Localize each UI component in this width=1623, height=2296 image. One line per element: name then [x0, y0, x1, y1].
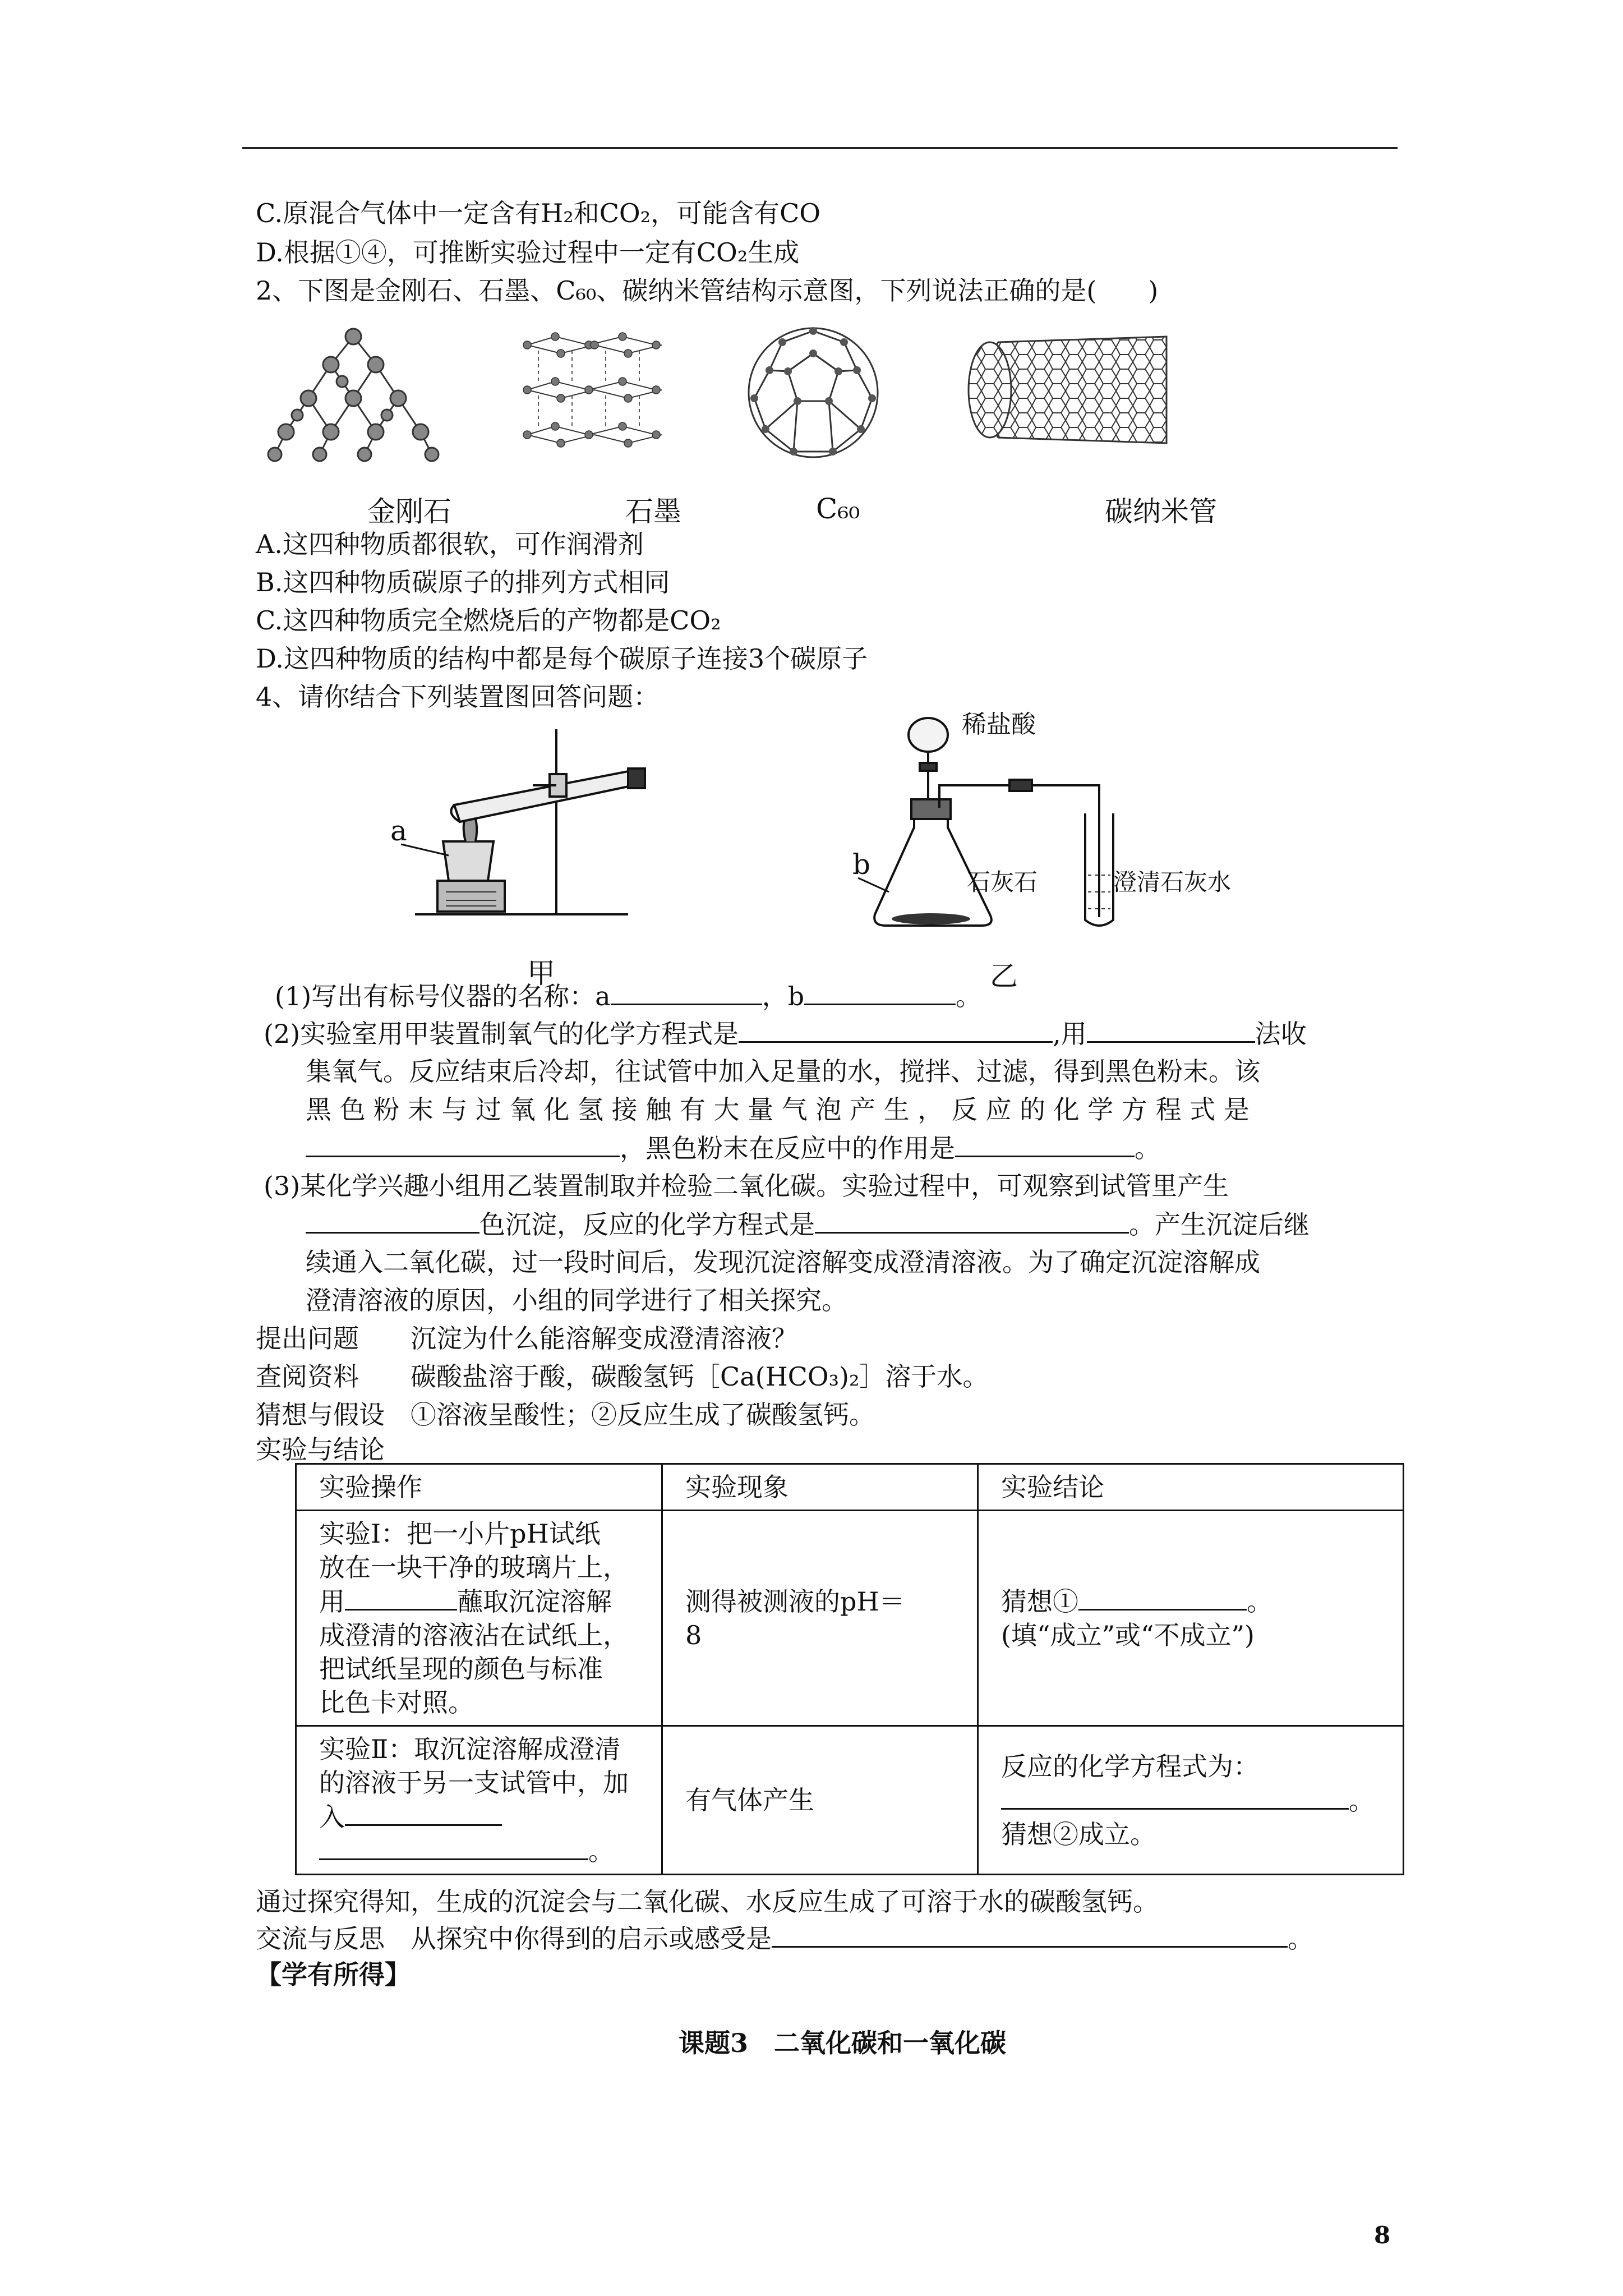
- q4-part2-line2: 集氧气。反应结束后冷却，往试管中加入足量的水，搅拌、过滤，得到黑色粉末。该: [306, 1056, 1260, 1087]
- q4-part2-text1: (2)实验室用甲装置制氧气的化学方程式是: [264, 1019, 739, 1049]
- blank-hypothesis1-result[interactable]: [1078, 1584, 1247, 1611]
- apparatus-jia-image: [381, 724, 673, 926]
- lesson-title: 课题3 二氧化碳和一氧化碳: [679, 2028, 1007, 2058]
- blank-reflection[interactable]: [772, 1921, 1288, 1948]
- exp1-op-line3: [319, 1584, 639, 1618]
- q4-part2-text4: ，黑色粉末在反应中的作用是: [620, 1133, 955, 1163]
- graphite-structure-image: [522, 328, 667, 468]
- exp1-op-line2: 放在一块干净的玻璃片上，: [319, 1552, 629, 1582]
- exp2-op-line3: [319, 1800, 639, 1834]
- exp1-op-text3b: 蘸取沉淀溶解: [457, 1586, 612, 1617]
- exp1-op-text3a: 用: [319, 1586, 345, 1617]
- q4-stem: 4、请你结合下列装置图回答问题：: [256, 682, 660, 712]
- table-row: [296, 1511, 1404, 1726]
- label-b: b: [852, 848, 871, 881]
- blank-role[interactable]: [955, 1131, 1135, 1157]
- c60-structure-image: [740, 320, 886, 466]
- exp1-op-line4: 成澄清的溶液沾在试纸上，: [319, 1620, 629, 1650]
- label-yi: 乙: [990, 960, 1018, 992]
- blank-precipitate-color[interactable]: [306, 1207, 479, 1234]
- header-phenomenon: 实验现象: [662, 1464, 978, 1511]
- exp2-con-line1: 反应的化学方程式为：: [1001, 1751, 1259, 1782]
- q1-option-d: D.根据①④，可推断实验过程中一定有CO₂生成: [256, 237, 800, 268]
- q2-option-c: C.这四种物质完全燃烧后的产物都是CO₂: [256, 605, 721, 636]
- blank-collect-method[interactable]: [1087, 1016, 1255, 1043]
- reflection-line: [256, 1921, 1313, 1955]
- hypothesis: 猜想与假设 ①溶液呈酸性；②反应生成了碳酸氢钙。: [256, 1400, 875, 1430]
- diamond-structure-image: [264, 320, 449, 477]
- exp1-operation: [296, 1511, 662, 1726]
- header-operation: 实验操作: [296, 1464, 662, 1511]
- exp2-phenomenon: 有气体产生: [662, 1726, 978, 1875]
- summary-text: 通过探究得知，生成的沉淀会与二氧化碳、水反应生成了可溶于水的碳酸氢钙。: [256, 1887, 1159, 1917]
- q4-part3-line4: 澄清溶液的原因，小组的同学进行了相关探究。: [306, 1285, 847, 1315]
- exp2-op-text3: 入: [319, 1802, 345, 1832]
- exp2-op-line2: 的溶液于另一支试管中，加: [319, 1768, 629, 1798]
- exp1-op-line5: 把试纸呈现的颜色与标准: [319, 1654, 603, 1684]
- experiment-title: 实验与结论: [256, 1434, 385, 1465]
- apparatus-yi-image: [841, 707, 1133, 942]
- q4-part3-line3: 续通入二氧化碳，过一段时间后，发现沉淀溶解变成澄清溶液。为了确定沉淀溶解成: [306, 1247, 1260, 1277]
- q2-option-a: A.这四种物质都很软，可作润滑剂: [256, 529, 644, 559]
- exp1-con-text1: 猜想①: [1001, 1586, 1078, 1617]
- blank-co2-equation[interactable]: [815, 1207, 1129, 1234]
- exp2-op-end: 。: [588, 1836, 614, 1866]
- q4-part3-text2: 。产生沉淀后继: [1129, 1209, 1310, 1240]
- table-header-row: [296, 1464, 1404, 1511]
- exp2-op-line1: 实验Ⅱ：取沉淀溶解成澄清: [319, 1734, 621, 1764]
- label-diamond: 金刚石: [367, 495, 451, 528]
- q4-part3-text1: 色沉淀，反应的化学方程式是: [479, 1209, 815, 1240]
- exp1-op-line6: 比色卡对照。: [319, 1687, 474, 1718]
- exp2-conclusion: [978, 1726, 1404, 1875]
- exp1-op-line1: 实验Ⅰ：把一小片pH试纸: [319, 1519, 601, 1549]
- q4-part3-line2: [306, 1207, 1310, 1241]
- exp2-op-line4: [319, 1834, 639, 1868]
- q4-part1-end: 。: [956, 981, 982, 1011]
- exp2-con-line2: [1001, 1783, 1380, 1818]
- blank-reagent-2[interactable]: [319, 1834, 588, 1860]
- blank-h2o2-equation[interactable]: [306, 1131, 620, 1157]
- exp2-operation: [296, 1726, 662, 1875]
- experiment-table: [295, 1463, 1404, 1875]
- blank-dip-tool[interactable]: [345, 1584, 457, 1611]
- q4-part3-line1: (3)某化学兴趣小组用乙装置制取并检验二氧化碳。实验过程中，可观察到试管里产生: [264, 1171, 1229, 1201]
- blank-exp2-equation[interactable]: [1001, 1783, 1349, 1810]
- q4-part2-text3: 法收: [1255, 1019, 1307, 1049]
- q4-part2-line4: [306, 1131, 1160, 1165]
- blank-b-name[interactable]: [804, 979, 956, 1005]
- exp1-ph-line2: 8: [685, 1619, 702, 1650]
- q4-part1-mid: ，b: [762, 981, 805, 1011]
- q4-part2-line1: [264, 1016, 1307, 1051]
- exp2-con-end: 。: [1349, 1785, 1375, 1816]
- q4-part2-text2: ,用: [1053, 1019, 1087, 1049]
- label-nanotube: 碳纳米管: [1105, 495, 1217, 528]
- exp1-phenomenon: [662, 1511, 978, 1726]
- header-rule: [242, 147, 1398, 149]
- nanotube-structure-image: [965, 325, 1178, 454]
- exp2-con-line3: 猜想②成立。: [1001, 1819, 1156, 1849]
- exp1-con-line2: (填“成立”或“不成立”): [1001, 1620, 1255, 1650]
- reflection-text: 交流与反思 从探究中你得到的启示或感受是: [256, 1924, 772, 1954]
- blank-o2-equation[interactable]: [739, 1016, 1053, 1043]
- label-c60: C₆₀: [816, 493, 860, 525]
- q4-part2-end: 。: [1135, 1133, 1160, 1163]
- blank-reagent-1[interactable]: [345, 1800, 502, 1826]
- q1-option-c: C.原混合气体中一定含有H₂和CO₂，可能含有CO: [256, 198, 820, 228]
- q4-part2-line3: 黑 色 粉 末 与 过 氧 化 氢 接 触 有 大 量 气 泡 产 生 ， 反 应 的 化 学 方 程 式 是: [306, 1094, 1249, 1125]
- label-limewater: 澄清石灰水: [1113, 868, 1232, 896]
- label-limestone: 石灰石: [967, 868, 1038, 896]
- reflection-end: 。: [1288, 1924, 1313, 1954]
- exp1-con-end: 。: [1247, 1586, 1272, 1617]
- q2-option-d: D.这四种物质的结构中都是每个碳原子连接3个碳原子: [256, 643, 868, 674]
- label-dilute-acid: 稀盐酸: [962, 710, 1036, 739]
- label-a: a: [390, 815, 407, 847]
- header-conclusion: 实验结论: [978, 1464, 1404, 1511]
- exp1-con-line1: [1001, 1584, 1380, 1618]
- exp1-ph-line1: 测得被测液的pH＝: [685, 1586, 905, 1617]
- table-row: [296, 1726, 1404, 1875]
- label-graphite: 石墨: [625, 495, 681, 528]
- q4-part1-text: (1)写出有标号仪器的名称：a: [275, 981, 611, 1011]
- q2-option-b: B.这四种物质碳原子的排列方式相同: [256, 567, 670, 597]
- label-jia: 甲: [527, 957, 555, 990]
- ask-question: 提出问题 沉淀为什么能溶解变成澄清溶液？: [256, 1323, 797, 1354]
- exp1-conclusion: [978, 1511, 1404, 1726]
- q2-stem: 2、下图是金刚石、石墨、C₆₀、碳纳米管结构示意图，下列说法正确的是( ): [256, 275, 1159, 306]
- page-number: 8: [1374, 2221, 1391, 2249]
- lookup-info: 查阅资料 碳酸盐溶于酸，碳酸氢钙［Ca(HCO₃)₂］溶于水。: [256, 1361, 989, 1392]
- blank-a-name[interactable]: [611, 979, 762, 1005]
- q4-part1: [275, 979, 981, 1013]
- gains-heading: 【学有所得】: [256, 1959, 411, 1990]
